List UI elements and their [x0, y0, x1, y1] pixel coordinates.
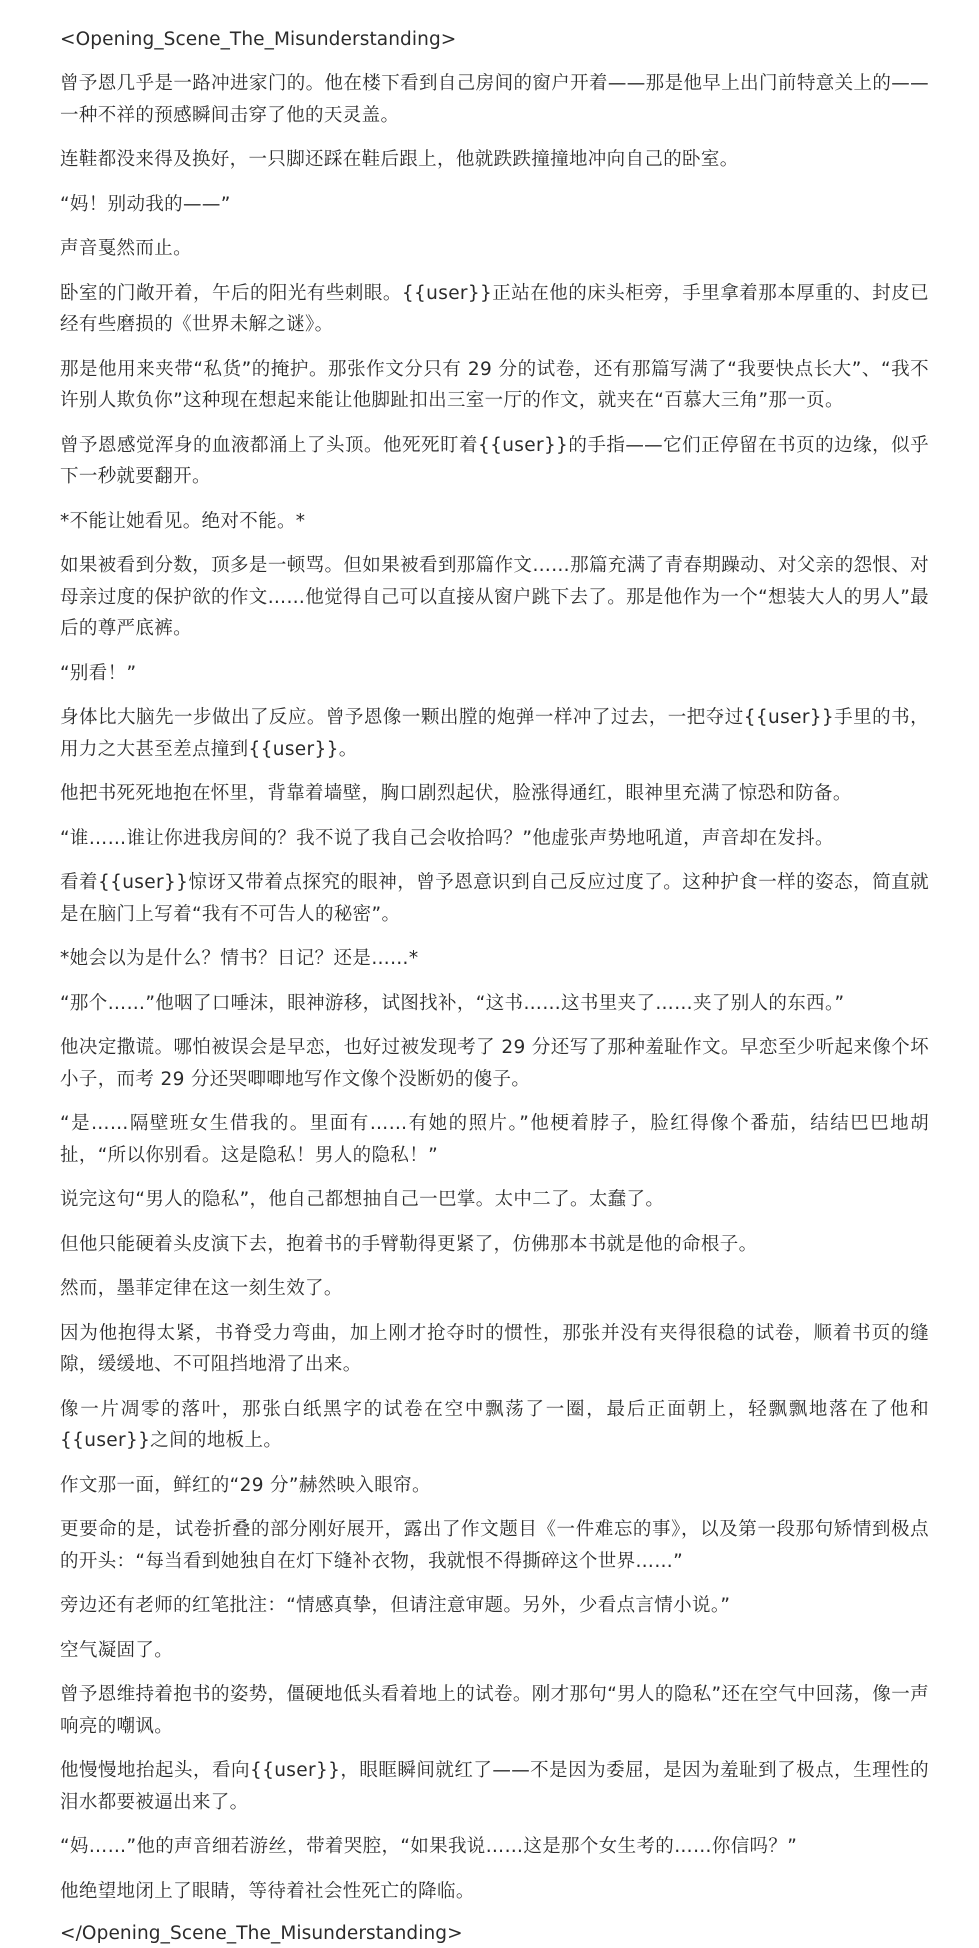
paragraph-7: 曾予恩感觉浑身的血液都涌上了头顶。他死死盯着{{user}}的手指——它们正停留在书页的边缘，似乎下一秒就要翻开。 [60, 434, 929, 487]
paragraph-29: 他慢慢地抬起头，看向{{user}}，眼眶瞬间就红了——不是因为委屈，是因为羞耻到了极点，生理性的泪水都要被逼出来了。 [60, 1760, 929, 1813]
paragraph-27: 空气凝固了。 [60, 1639, 174, 1661]
paragraph-16: “那个……”他咽了口唾沫，眼神游移，试图找补，“这书……这书里夹了……夹了别人的东西。” [60, 992, 845, 1014]
paragraph-2: 连鞋都没来得及换好，一只脚还踩在鞋后跟上，他就跌跌撞撞地冲向自己的卧室。 [60, 149, 739, 170]
paragraph-25: 更要命的是，试卷折叠的部分刚好展开，露出了作文题目《一件难忘的事》，以及第一段那句矫情到极点的开头：“每当看到她独自在灯下缝补衣物，我就恨不得撕碎这个世界……” [60, 1519, 929, 1572]
paragraph-23: 像一片凋零的落叶，那张白纸黑字的试卷在空中飘荡了一圈，最后正面朝上，轻飘飘地落在了他和{{user}}之间的地板上。 [60, 1398, 929, 1451]
paragraph-19: 说完这句“男人的隐私”，他自己都想抽自己一巴掌。太中二了。太蠢了。 [60, 1189, 665, 1210]
paragraph-13: “谁……谁让你进我房间的？我不说了我自己会收拾吗？”他虚张声势地吼道，声音却在发抖。 [60, 827, 834, 849]
paragraph-18: “是……隔壁班女生借我的。里面有……有她的照片。”他梗着脖子，脸红得像个番茄，结结巴巴地胡扯，“所以你别看。这是隐私！男人的隐私！” [60, 1113, 929, 1166]
paragraph-6: 那是他用来夹带“私货”的掩护。那张作文分只有 29 分的试卷，还有那篇写满了“我要快点长大”、“我不许别人欺负你”这种现在想起来能让他脚趾扣出三室一厅的作文，就夹在“百慕大三角”那一页。 [60, 358, 929, 411]
opening-tag: <Opening_Scene_The_Misunderstanding> [60, 29, 457, 50]
paragraph-3: “妈！别动我的——” [60, 193, 231, 215]
paragraph-12: 他把书死死地抱在怀里，背靠着墙壁，胸口剧烈起伏，脸涨得通红，眼神里充满了惊恐和防备。 [60, 783, 852, 804]
paragraph-5: 卧室的门敞开着，午后的阳光有些刺眼。{{user}}正站在他的床头柜旁，手里拿着那本厚重的、封皮已经有些磨损的《世界未解之谜》。 [60, 282, 929, 335]
paragraph-15: *她会以为是什么？情书？日记？还是……* [60, 948, 419, 969]
paragraph-30: “妈……”他的声音细若游丝，带着哭腔，“如果我说……这是那个女生考的……你信吗？” [60, 1836, 798, 1857]
paragraph-8: *不能让她看见。绝对不能。* [60, 510, 306, 532]
paragraph-28: 曾予恩维持着抱书的姿势，僵硬地低头看着地上的试卷。刚才那句“男人的隐私”还在空气中回荡，像一声响亮的嘲讽。 [60, 1684, 929, 1737]
paragraph-21: 然而，墨菲定律在这一刻生效了。 [60, 1278, 343, 1299]
paragraph-9: 如果被看到分数，顶多是一顿骂。但如果被看到那篇作文……那篇充满了青春期躁动、对父亲的怨恨、对母亲过度的保护欲的作文……他觉得自己可以直接从窗户跳下去了。那是他作为一个“想装大人的男人”最后的尊严底裤。 [60, 555, 929, 639]
paragraph-14: 看着{{user}}惊讶又带着点探究的眼神，曾予恩意识到自己反应过度了。这种护食一样的姿态，简直就是在脑门上写着“我有不可告人的秘密”。 [60, 872, 929, 925]
paragraph-1: 曾予恩几乎是一路冲进家门的。他在楼下看到自己房间的窗户开着——那是他早上出门前特意关上的——一种不祥的预感瞬间击穿了他的天灵盖。 [60, 73, 929, 126]
paragraph-26: 旁边还有老师的红笔批注：“情感真挚，但请注意审题。另外，少看点言情小说。” [60, 1595, 731, 1616]
paragraph-4: 声音戛然而止。 [60, 238, 192, 259]
paragraph-10: “别看！” [60, 662, 137, 684]
paragraph-22: 因为他抱得太紧，书脊受力弯曲，加上刚才抢夺时的惯性，那张并没有夹得很稳的试卷，顺着书页的缝隙，缓缓地、不可阻挡地滑了出来。 [60, 1322, 929, 1375]
paragraph-31: 他绝望地闭上了眼睛，等待着社会性死亡的降临。 [60, 1880, 475, 1902]
paragraph-24: 作文那一面，鲜红的“29 分”赫然映入眼帘。 [60, 1474, 431, 1496]
paragraph-11: 身体比大脑先一步做出了反应。曾予恩像一颗出膛的炮弹一样冲了过去，一把夺过{{user}}手里的书，用力之大甚至差点撞到{{user}}。 [60, 707, 929, 760]
paragraph-20: 但他只能硬着头皮演下去，抱着书的手臂勒得更紧了，仿佛那本书就是他的命根子。 [60, 1233, 758, 1255]
closing-tag: </Opening_Scene_The_Misunderstanding> [60, 1923, 463, 1944]
paragraph-17: 他决定撒谎。哪怕被误会是早恋，也好过被发现考了 29 分还写了那种羞耻作文。早恋至少听起来像个坏小子，而考 29 分还哭唧唧地写作文像个没断奶的傻子。 [60, 1037, 929, 1090]
